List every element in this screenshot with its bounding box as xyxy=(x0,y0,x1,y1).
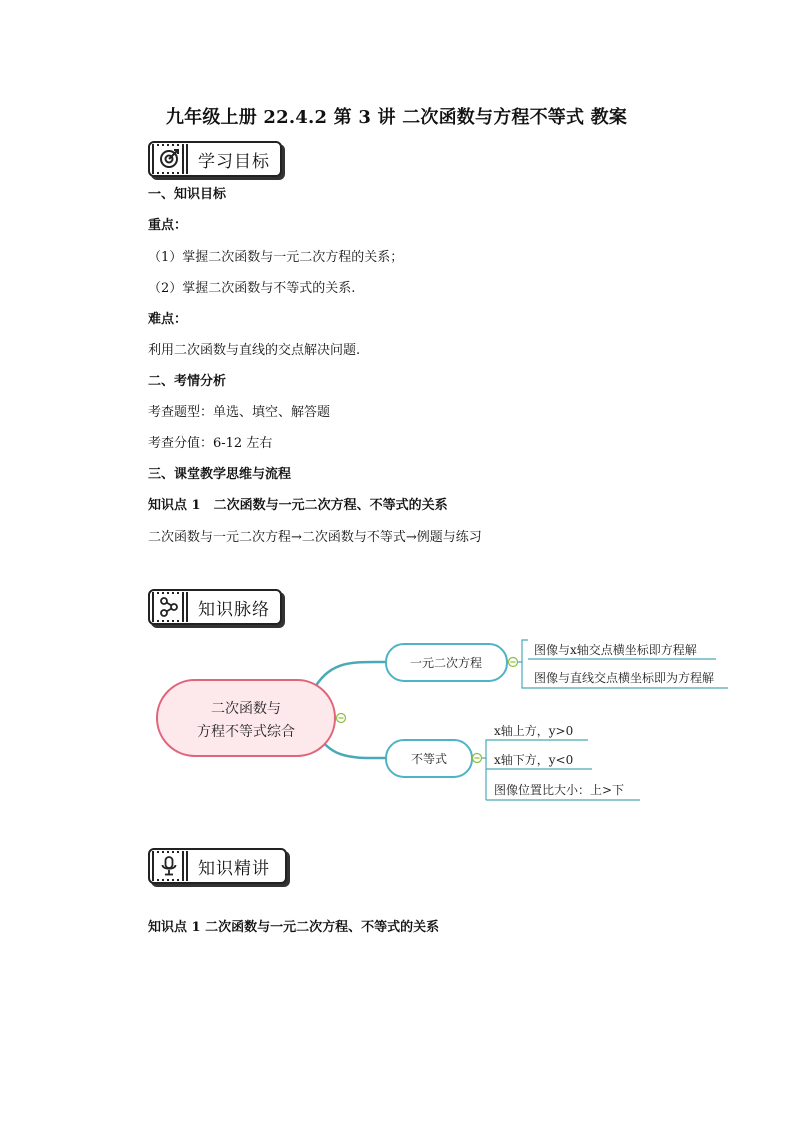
heading-knowledge-goals: 一、知识目标 xyxy=(148,187,227,202)
key-point-2: （2）掌握二次函数与不等式的关系. xyxy=(148,281,356,296)
leaf-compare-by-position: 图像位置比大小：上>下 xyxy=(494,783,625,797)
branch-equation-label: 一元二次方程 xyxy=(409,656,483,670)
knowledge-point-1-title: 知识点 1 二次函数与一元二次方程、不等式的关系 xyxy=(148,498,448,513)
leaf-below-x-axis: x轴下方，y<0 xyxy=(494,753,574,767)
key-points-label: 重点： xyxy=(148,218,188,233)
difficulty-point-1: 利用二次函数与直线的交点解决问题. xyxy=(148,343,361,358)
section-badge-lecture xyxy=(148,848,287,884)
section-label-map: 知识脉络 xyxy=(198,599,270,620)
section-label-goals: 学习目标 xyxy=(198,151,270,172)
exam-question-types: 考查题型：单选、填空、解答题 xyxy=(148,405,331,420)
lecture-knowledge-point-1-title: 知识点 1 二次函数与一元二次方程、不等式的关系 xyxy=(148,920,440,935)
heading-exam-analysis: 二、考情分析 xyxy=(148,374,227,389)
link-root-branch1 xyxy=(312,662,386,692)
key-point-1: （1）掌握二次函数与一元二次方程的关系； xyxy=(148,250,404,265)
root-label-line2: 方程不等式综合 xyxy=(197,724,295,740)
leaf-line-intersection: 图像与直线交点横坐标即为方程解 xyxy=(534,671,715,685)
mindmap-root-node xyxy=(157,680,335,756)
section-label-lecture: 知识精讲 xyxy=(198,858,270,879)
leaf-x-axis-intersection: 图像与x轴交点横坐标即方程解 xyxy=(534,643,697,657)
exam-score-range: 考查分值：6-12 左右 xyxy=(148,436,273,451)
document-title: 九年级上册 22.4.2 第 3 讲 二次函数与方程不等式 教案 xyxy=(165,107,628,128)
branch-inequality-label: 不等式 xyxy=(410,752,448,766)
heading-class-flow: 三、课堂教学思维与流程 xyxy=(148,467,292,482)
leaf-above-x-axis: x轴上方，y>0 xyxy=(494,724,574,738)
difficulty-label: 难点： xyxy=(148,312,188,327)
teaching-flow: 二次函数与一元二次方程→二次函数与不等式→例题与练习 xyxy=(148,530,482,545)
root-label-line1: 二次函数与 xyxy=(211,701,281,717)
microphone-icon xyxy=(152,851,188,881)
